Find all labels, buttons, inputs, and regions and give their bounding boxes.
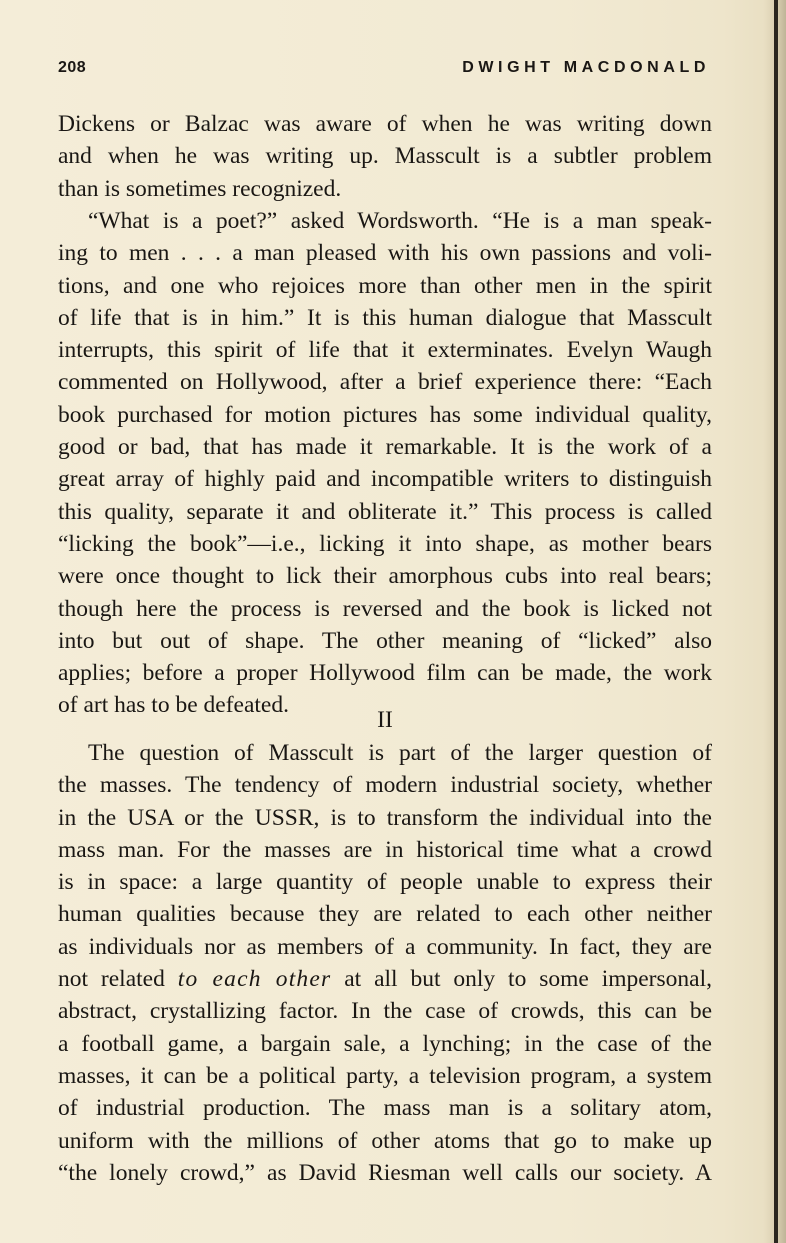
text-line: of industrial production. The mass man is a solitary atom, <box>58 1095 712 1122</box>
page-number: 208 <box>58 59 87 76</box>
text-line: commented on Hollywood, after a brief experience there: “Each <box>58 369 712 396</box>
text-line: “licking the book”—i.e., licking it into shape, as mother bears <box>58 530 712 557</box>
paragraph-3 <box>58 737 712 1189</box>
text-line: interrupts, this spirit of life that it exterminates. Evelyn Waugh <box>58 337 712 364</box>
text-line: were once thought to lick their amorphous cubs into real bears; <box>58 563 712 590</box>
text-line-with-emphasis <box>58 963 712 995</box>
text-line: is in space: a large quantity of people unable to express their <box>58 869 712 896</box>
text-line: the masses. The tendency of modern industrial society, whether <box>58 772 712 799</box>
section-number: II <box>377 707 393 733</box>
text-line: “What is a poet?” asked Wordsworth. “He is a man speak- <box>88 208 712 234</box>
page-header <box>58 55 710 81</box>
binding-line <box>774 0 778 1243</box>
text-line: “the lonely crowd,” as David Riesman well calls our society. A <box>58 1159 712 1186</box>
text-line: though here the process is reversed and the book is licked not <box>58 595 712 622</box>
text-line: great array of highly paid and incompatible writers to distinguish <box>58 466 712 493</box>
text-line: mass man. For the masses are in historical time what a crowd <box>58 836 712 863</box>
paragraph-1 <box>58 108 712 205</box>
text-line: Dickens or Balzac was aware of when he was writing down <box>58 111 712 137</box>
text-segment: not related <box>58 966 178 993</box>
text-line: masses, it can be a political party, a television program, a system <box>58 1062 712 1089</box>
text-line: this quality, separate it and obliterate it.” This process is called <box>58 498 712 525</box>
text-line: of life that is in him.” It is this human dialogue that Masscult <box>58 304 712 331</box>
emphasized-text: to each other <box>177 966 332 993</box>
text-line: into but out of shape. The other meaning of “licked” also <box>58 627 712 654</box>
text-line: as individuals nor as members of a community. In fact, they are <box>58 933 712 960</box>
text-line: human qualities because they are related to each other neither <box>58 901 712 928</box>
text-segment: at all but only to some impersonal, <box>331 966 712 993</box>
text-line: than is sometimes recognized. <box>58 175 342 202</box>
text-line: good or bad, that has made it remarkable. It is the work of a <box>58 434 712 461</box>
text-line: book purchased for motion pictures has some individual quality, <box>58 401 712 428</box>
text-line: tions, and one who rejoices more than other men in the spirit <box>58 272 712 299</box>
running-head: DWIGHT MACDONALD <box>462 59 710 76</box>
text-line: uniform with the millions of other atoms that go to make up <box>58 1127 712 1154</box>
text-line: ing to men . . . a man pleased with his own passions and voli- <box>58 240 712 267</box>
paragraph-2 <box>58 205 712 722</box>
text-line: The question of Masscult is part of the larger question of <box>88 740 712 766</box>
text-line: a football game, a bargain sale, a lynching; in the case of the <box>58 1030 712 1057</box>
text-line: abstract, crystallizing factor. In the case of crowds, this can be <box>58 998 712 1025</box>
text-line: of art has to be defeated. <box>58 692 289 719</box>
text-line: applies; before a proper Hollywood film can be made, the work <box>58 660 712 687</box>
text-line: and when he was writing up. Masscult is a subtler problem <box>58 143 712 170</box>
text-line: in the USA or the USSR, is to transform the individual into the <box>58 804 712 831</box>
